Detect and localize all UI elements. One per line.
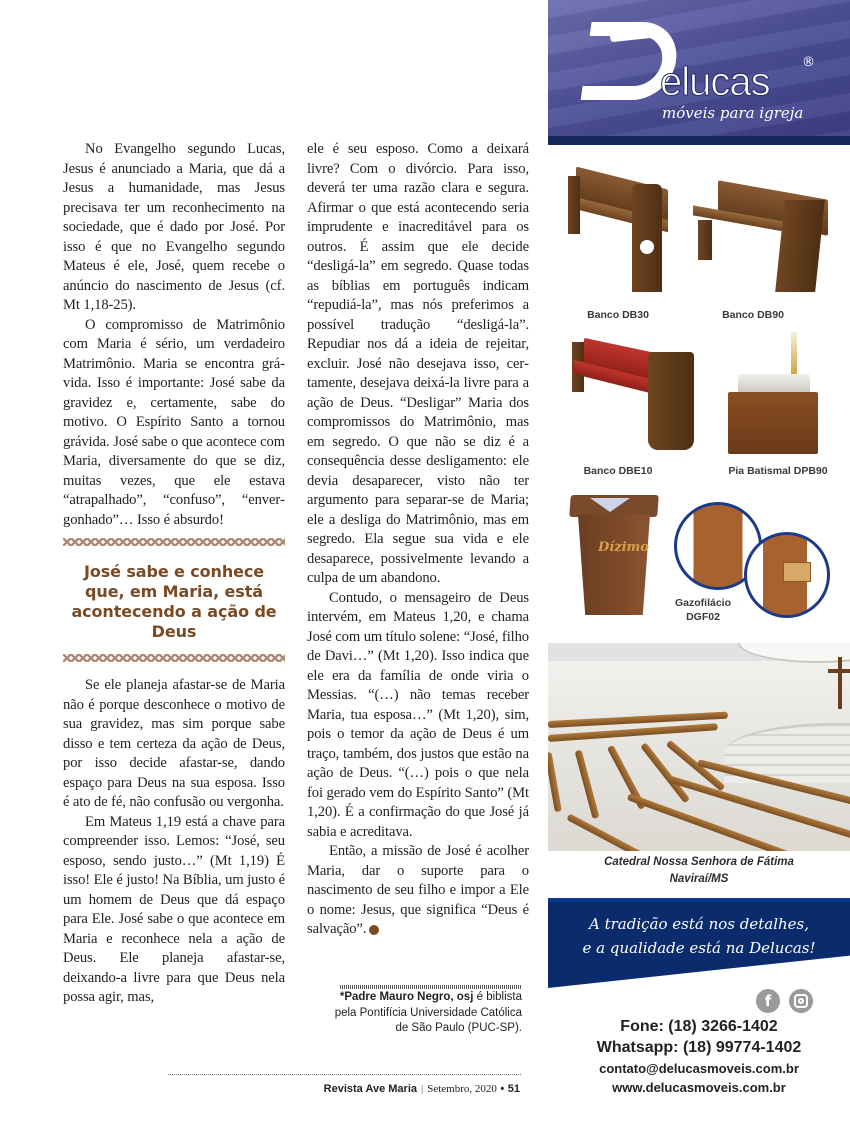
delucas-advertisement <box>548 0 850 1126</box>
page-footer <box>324 1082 520 1096</box>
paragraph-text: Então, a missão de José é acolher Maria, dar o suporte para o nascimento de seu filho e impor a Ele o nome: Jesus, que significa “Deus é salvação”. <box>307 843 529 937</box>
paragraph: O compromisso de Matrimônio com Maria é sério, um verdadeiro Matrimônio. Maria se encontra grávida. Isso é importante: José sabe da gravidez e, certamente, sabe do motivo. O Espírito Santo a tornou grávida. José sabe o que acontece com Maria, diversamente do que se diz, muitas vezes, que ele estava “atrapalhado”, “confuso”, “envergonhado”… Isso é absurdo! <box>63 316 285 528</box>
slogan-line: A tradição está nos detalhes, <box>588 915 809 933</box>
subheading: José sabe e conhece que, em Maria, está acontecendo a ação de Deus <box>71 562 277 641</box>
paragraph: Se ele planeja afastar-se de Maria não é porque desconhece o motivo de sua gravidez, mas sim porque sabe disso e tem certeza da ação de Deus, por isso decide afastar-se, dando espaço para Deus na sua esposa. Isso é ato de fé, não confusão ou vergonha. <box>63 677 285 810</box>
paragraph: Contudo, o mensageiro de Deus intervém, em Mateus 1,20, e chama José com um título solene: “José, filho de Davi…” (Mt 1,20). Isso indica que ele era da família de onde viria o Messias. “(…) não temas receber Maria, tua esposa…” (Mt 1,20), sim, pois o temor da ação de Deus é um traço, também, dos justos que estão na ação de Deus. “(…) pois o que nela foi gerado vem do Espírito Santo” (Mt 1,20). É a confirmação do que José já sabia e acreditava. <box>307 589 529 840</box>
product-label: Banco DB90 <box>722 309 784 321</box>
product-label: Banco DBE10 <box>583 465 653 477</box>
brand-logo: elucas <box>660 60 770 104</box>
product-label-line: Gazofilácio <box>674 597 731 609</box>
slogan-line: e a qualidade está na Delucas! <box>582 939 816 957</box>
slogan-text <box>548 912 850 960</box>
caption-line: Naviraí/MS <box>669 873 729 885</box>
product-label-line: DGF02 <box>686 611 720 623</box>
caption-line: Catedral Nossa Senhora de Fátima <box>604 856 794 868</box>
paragraph <box>307 842 529 940</box>
end-mark-icon <box>369 925 379 935</box>
page-number: 51 <box>507 1083 520 1095</box>
article-column-2 <box>307 140 529 940</box>
product-label <box>648 596 758 624</box>
dizimo-label: Dízimo <box>598 540 649 555</box>
author-name: *Padre Mauro Negro, osj <box>339 991 474 1003</box>
issue-date: Setembro, 2020 <box>427 1083 497 1095</box>
article-column-1 <box>63 140 285 1008</box>
magazine-name: Revista Ave Maria <box>323 1083 418 1095</box>
diamond-divider <box>63 652 285 664</box>
footer-separator: | <box>421 1083 424 1095</box>
footer-bullet: • <box>500 1083 505 1095</box>
email-link[interactable]: contato@delucasmoveis.com.br <box>599 1061 799 1076</box>
paragraph: Em Mateus 1,19 está a chave para compreender isso. Lemos: “José, seu esposo, sendo justo…” (Mt 1,19) É isso! Ele é justo! Na Bíblia, um justo é um homem de Deus que dá espaço para Ele. José sabe o que acontece em Maria e reconhece nela a ação de Deus. Ele planeja afastar-se, deixando-a livre para que Deus nela possa agir, mas, <box>63 813 285 1005</box>
product-label: Pia Batismal DPB90 <box>728 465 828 477</box>
cathedral-photo <box>548 643 850 851</box>
ad-header <box>548 0 850 145</box>
author-divider <box>340 985 522 989</box>
author-bio: é biblista pela Pontifícia Universidade Católica de São Paulo (PUC-SP). <box>334 991 522 1034</box>
brand-tagline: móveis para igreja <box>662 104 804 122</box>
phone-number: Fone: (18) 3266-1402 <box>620 1018 778 1035</box>
product-label: Banco DB30 <box>587 309 649 321</box>
instagram-icon[interactable] <box>789 989 813 1013</box>
diamond-divider <box>63 536 285 548</box>
registered-mark: ® <box>802 55 815 70</box>
footer-divider <box>168 1074 522 1075</box>
paragraph: No Evangelho segundo Lucas, Jesus é anunciado a Maria, que dá a Jesus a humanidade, mas Jesus precisava ter um reconhecimento na sociedade, que é dado por José. Por isso é que no Evangelho segundo Mateus é ele, José, quem recebe o anúncio do nascimento de Jesus (cf. Mt 1,18-25). <box>63 141 285 313</box>
photo-caption <box>548 854 850 888</box>
website-link[interactable]: www.delucasmoveis.com.br <box>612 1080 786 1095</box>
facebook-icon[interactable]: f <box>756 989 780 1013</box>
whatsapp-number: Whatsapp: (18) 99774-1402 <box>596 1039 802 1056</box>
crucifix-icon <box>838 657 842 709</box>
paragraph: ele é seu esposo. Como a deixará livre? Com o divórcio. Para isso, deverá ter uma razão clara e segura. Afirmar o que está acontecendo seria imprudente e inacreditável para os outros. É assim que ele decide “desligá-la” em segredo. Quase todas as bíblias em português indicam “repudiá-la”, mas nós preferimos a possível tradução “desligá-la”. Repudiar nos dá a ideia de rejeitar, excluir. José não desejava isso, certamente, desejava deixá-la livre para a ação de Deus. “Desligar” Maria dos compromissos do Matrimônio, mas em segredo. O que não se diz é a consequência desse desligamento: ele devia desaparecer, visto não ter argumento para separar-se de Maria; ele a desliga do Matrimônio, mas em segredo. Ela segue sua vida e ele desaparece, possivelmente levando a culpa de um abandono. <box>307 141 529 586</box>
author-note <box>330 990 522 1037</box>
